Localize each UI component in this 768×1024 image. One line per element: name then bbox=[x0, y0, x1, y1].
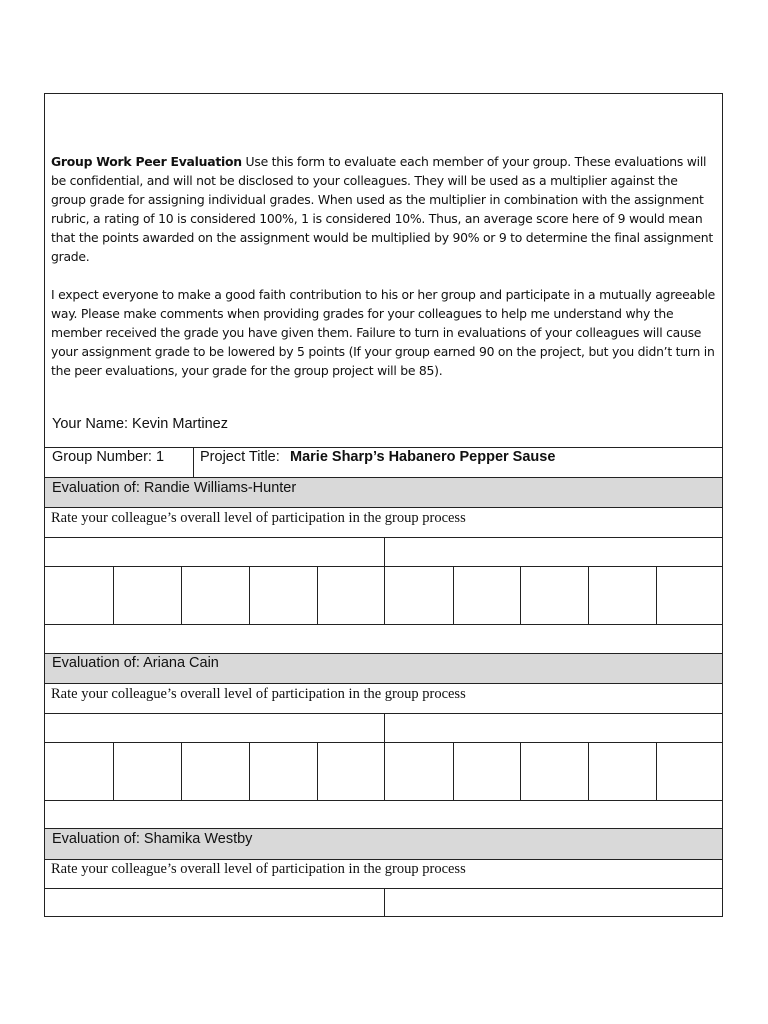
row-divider bbox=[44, 683, 723, 684]
column-divider bbox=[193, 447, 194, 477]
rating-cell-divider bbox=[453, 566, 454, 624]
rating-cell-divider bbox=[453, 742, 454, 800]
rating-cell-divider bbox=[656, 742, 657, 800]
rating-cell-divider bbox=[181, 742, 182, 800]
project-title-label: Project Title: bbox=[200, 449, 280, 465]
rating-cell-divider bbox=[384, 742, 385, 800]
row-divider bbox=[44, 859, 723, 860]
row-divider bbox=[44, 828, 723, 829]
column-divider bbox=[384, 888, 385, 917]
rating-cell-divider bbox=[317, 742, 318, 800]
row-divider bbox=[44, 800, 723, 801]
intro-text: Use this form to evaluate each member of your group. These evaluations will be confidential, and will not be disclosed to your colleagues. They will be used as a multiplier against the group grade for assigning individual grades. When used as the multiplier in combination with the assignment rubric, a rating of 10 is considered 100%, 1 is considered 10%. Thus, an average score here of 9 would mean that the points awarded on the assignment would be multiplied by 90% or 9 to determine the final assignment grade. bbox=[51, 154, 714, 264]
row-divider bbox=[44, 653, 723, 654]
expectations-paragraph: I expect everyone to make a good faith contribution to his or her group and participate in a mutually agreeable way. Please make comments when providing grades for your colleagues to help me understand why the member received the grade you have given them. Failure to turn in evaluations of your colleagues will cause your assignment grade to be lowered by 5 points (If your group earned 90 on the project, but you didn’t turn in the peer evaluations, your grade for the group project will be 85). bbox=[51, 287, 716, 378]
rating-cell-divider bbox=[113, 742, 114, 800]
column-divider bbox=[384, 537, 385, 566]
rating-cell-divider bbox=[317, 566, 318, 624]
rating-cell-divider bbox=[249, 566, 250, 624]
evaluation-heading: Evaluation of: Randie Williams-Hunter bbox=[52, 480, 297, 496]
group-number-field[interactable]: Group Number: 1 bbox=[52, 449, 165, 465]
your-name-label: Your Name: Kevin Martinez bbox=[52, 416, 228, 432]
participation-prompt: Rate your colleague’s overall level of participation in the group process bbox=[51, 861, 466, 877]
row-divider bbox=[44, 624, 723, 625]
rating-cell-divider bbox=[249, 742, 250, 800]
intro-title: Group Work Peer Evaluation bbox=[51, 154, 242, 169]
intro-paragraph bbox=[51, 152, 715, 266]
row-divider bbox=[44, 447, 723, 448]
rating-cell-divider bbox=[113, 566, 114, 624]
rating-cell-divider bbox=[656, 566, 657, 624]
column-divider bbox=[384, 713, 385, 742]
row-divider bbox=[44, 477, 723, 478]
rating-cell-divider bbox=[520, 566, 521, 624]
rating-cell-divider bbox=[181, 566, 182, 624]
rating-cell-divider bbox=[520, 742, 521, 800]
participation-prompt: Rate your colleague’s overall level of participation in the group process bbox=[51, 686, 466, 702]
participation-prompt: Rate your colleague’s overall level of participation in the group process bbox=[51, 510, 466, 526]
rating-cell-divider bbox=[588, 566, 589, 624]
evaluation-heading: Evaluation of: Ariana Cain bbox=[52, 655, 219, 671]
evaluation-heading: Evaluation of: Shamika Westby bbox=[52, 831, 253, 847]
row-divider bbox=[44, 507, 723, 508]
project-title-field[interactable]: Marie Sharp’s Habanero Pepper Sause bbox=[290, 449, 556, 465]
rating-cell-divider bbox=[588, 742, 589, 800]
rating-cell-divider bbox=[384, 566, 385, 624]
